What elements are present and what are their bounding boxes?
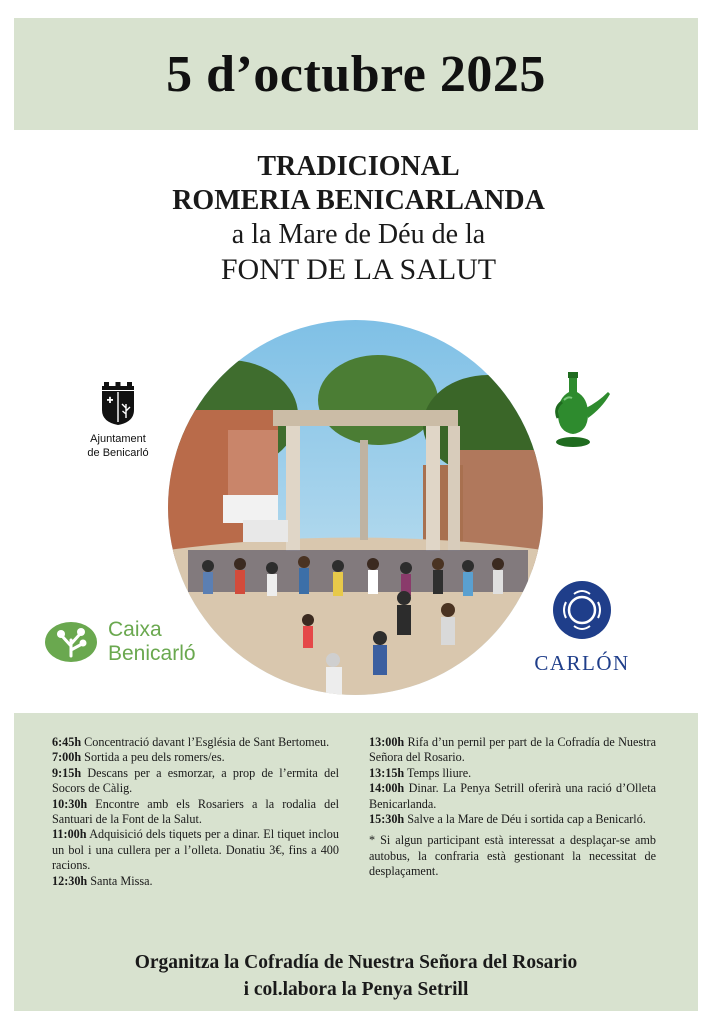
header-band (14, 18, 698, 130)
olive-oil-jug-icon (550, 368, 614, 452)
schedule-left-column (52, 735, 339, 889)
schedule-entry: 15:30h Salve a la Mare de Déu i sortida cap a Benicarló. (369, 812, 646, 827)
title-line-2: ROMERIA BENICARLANDA (172, 185, 545, 217)
title-line-4: FONT DE LA SALUT (220, 253, 497, 287)
schedule-band (14, 713, 698, 1011)
schedule-entry: 14:00h Dinar. La Penya Setrill oferirà una ració d’Olleta Benicarlanda. (369, 781, 656, 811)
bus-note: * Si algun participant està interessat a desplaçar-se amb autobus, la confraria està gestionant la necessitat de desplaçament. (369, 833, 656, 879)
ajuntament-logo (78, 380, 158, 461)
schedule-entry: 7:00h Sortida a peu dels romers/es. (52, 750, 225, 765)
olive-oil-jug-logo (550, 368, 614, 452)
schedule-entry: 6:45h Concentració davant l’Església de Sant Bertomeu. (52, 735, 330, 749)
organizers-footer (14, 949, 698, 1003)
event-date: 5 d’octubre 2025 (166, 45, 546, 103)
ajuntament-shield-icon (100, 380, 136, 426)
caixa-tree-icon (44, 620, 98, 664)
carlon-name: CARLÓN (534, 651, 630, 675)
schedule-entry: 13:15h Temps lliure. (369, 765, 472, 780)
footer-line-2: i col.labora la Penya Setrill (243, 979, 469, 1000)
romeria-photo (168, 320, 543, 695)
schedule-entry: 12:30h Santa Missa. (52, 873, 153, 888)
event-titles (0, 150, 717, 289)
carlon-emblem-icon (552, 580, 612, 640)
schedule-entry: 10:30h Encontre amb els Rosariers a la rodalia del Santuari de la Font de la Salut. (52, 796, 339, 827)
schedule-entry: 13:00h Rifa d’un pernil per part de la Cofradía de Nuestra Señora del Rosario. (369, 735, 656, 765)
font-de-la-salut-scene (168, 320, 543, 695)
schedule-entry: 11:00h Adquisició dels tiquets per a dinar. El tiquet inclou un bol i una cullera per a l’olleta. Donatiu 3€, fins a 400 racions. (52, 827, 339, 873)
footer-line-1: Organitza la Cofradía de Nuestra Señora del Rosario (134, 952, 578, 973)
caixa-name-line-1: Caixa (108, 618, 162, 641)
ajuntament-name-line-1: Ajuntament (90, 433, 146, 445)
title-line-1: TRADICIONAL (257, 151, 460, 182)
ajuntament-name-line-2: de Benicarló (87, 447, 149, 460)
schedule-right-column (369, 735, 656, 880)
caixa-name-line-2: Benicarló (108, 642, 196, 666)
title-line-3: a la Mare de Déu de la (231, 219, 486, 251)
caixa-benicarlo-logo (44, 618, 196, 666)
schedule-entry: 9:15h Descans per a esmorzar, a prop de l’ermita del Socors de Càlig. (52, 765, 339, 796)
carlon-logo (520, 580, 644, 676)
